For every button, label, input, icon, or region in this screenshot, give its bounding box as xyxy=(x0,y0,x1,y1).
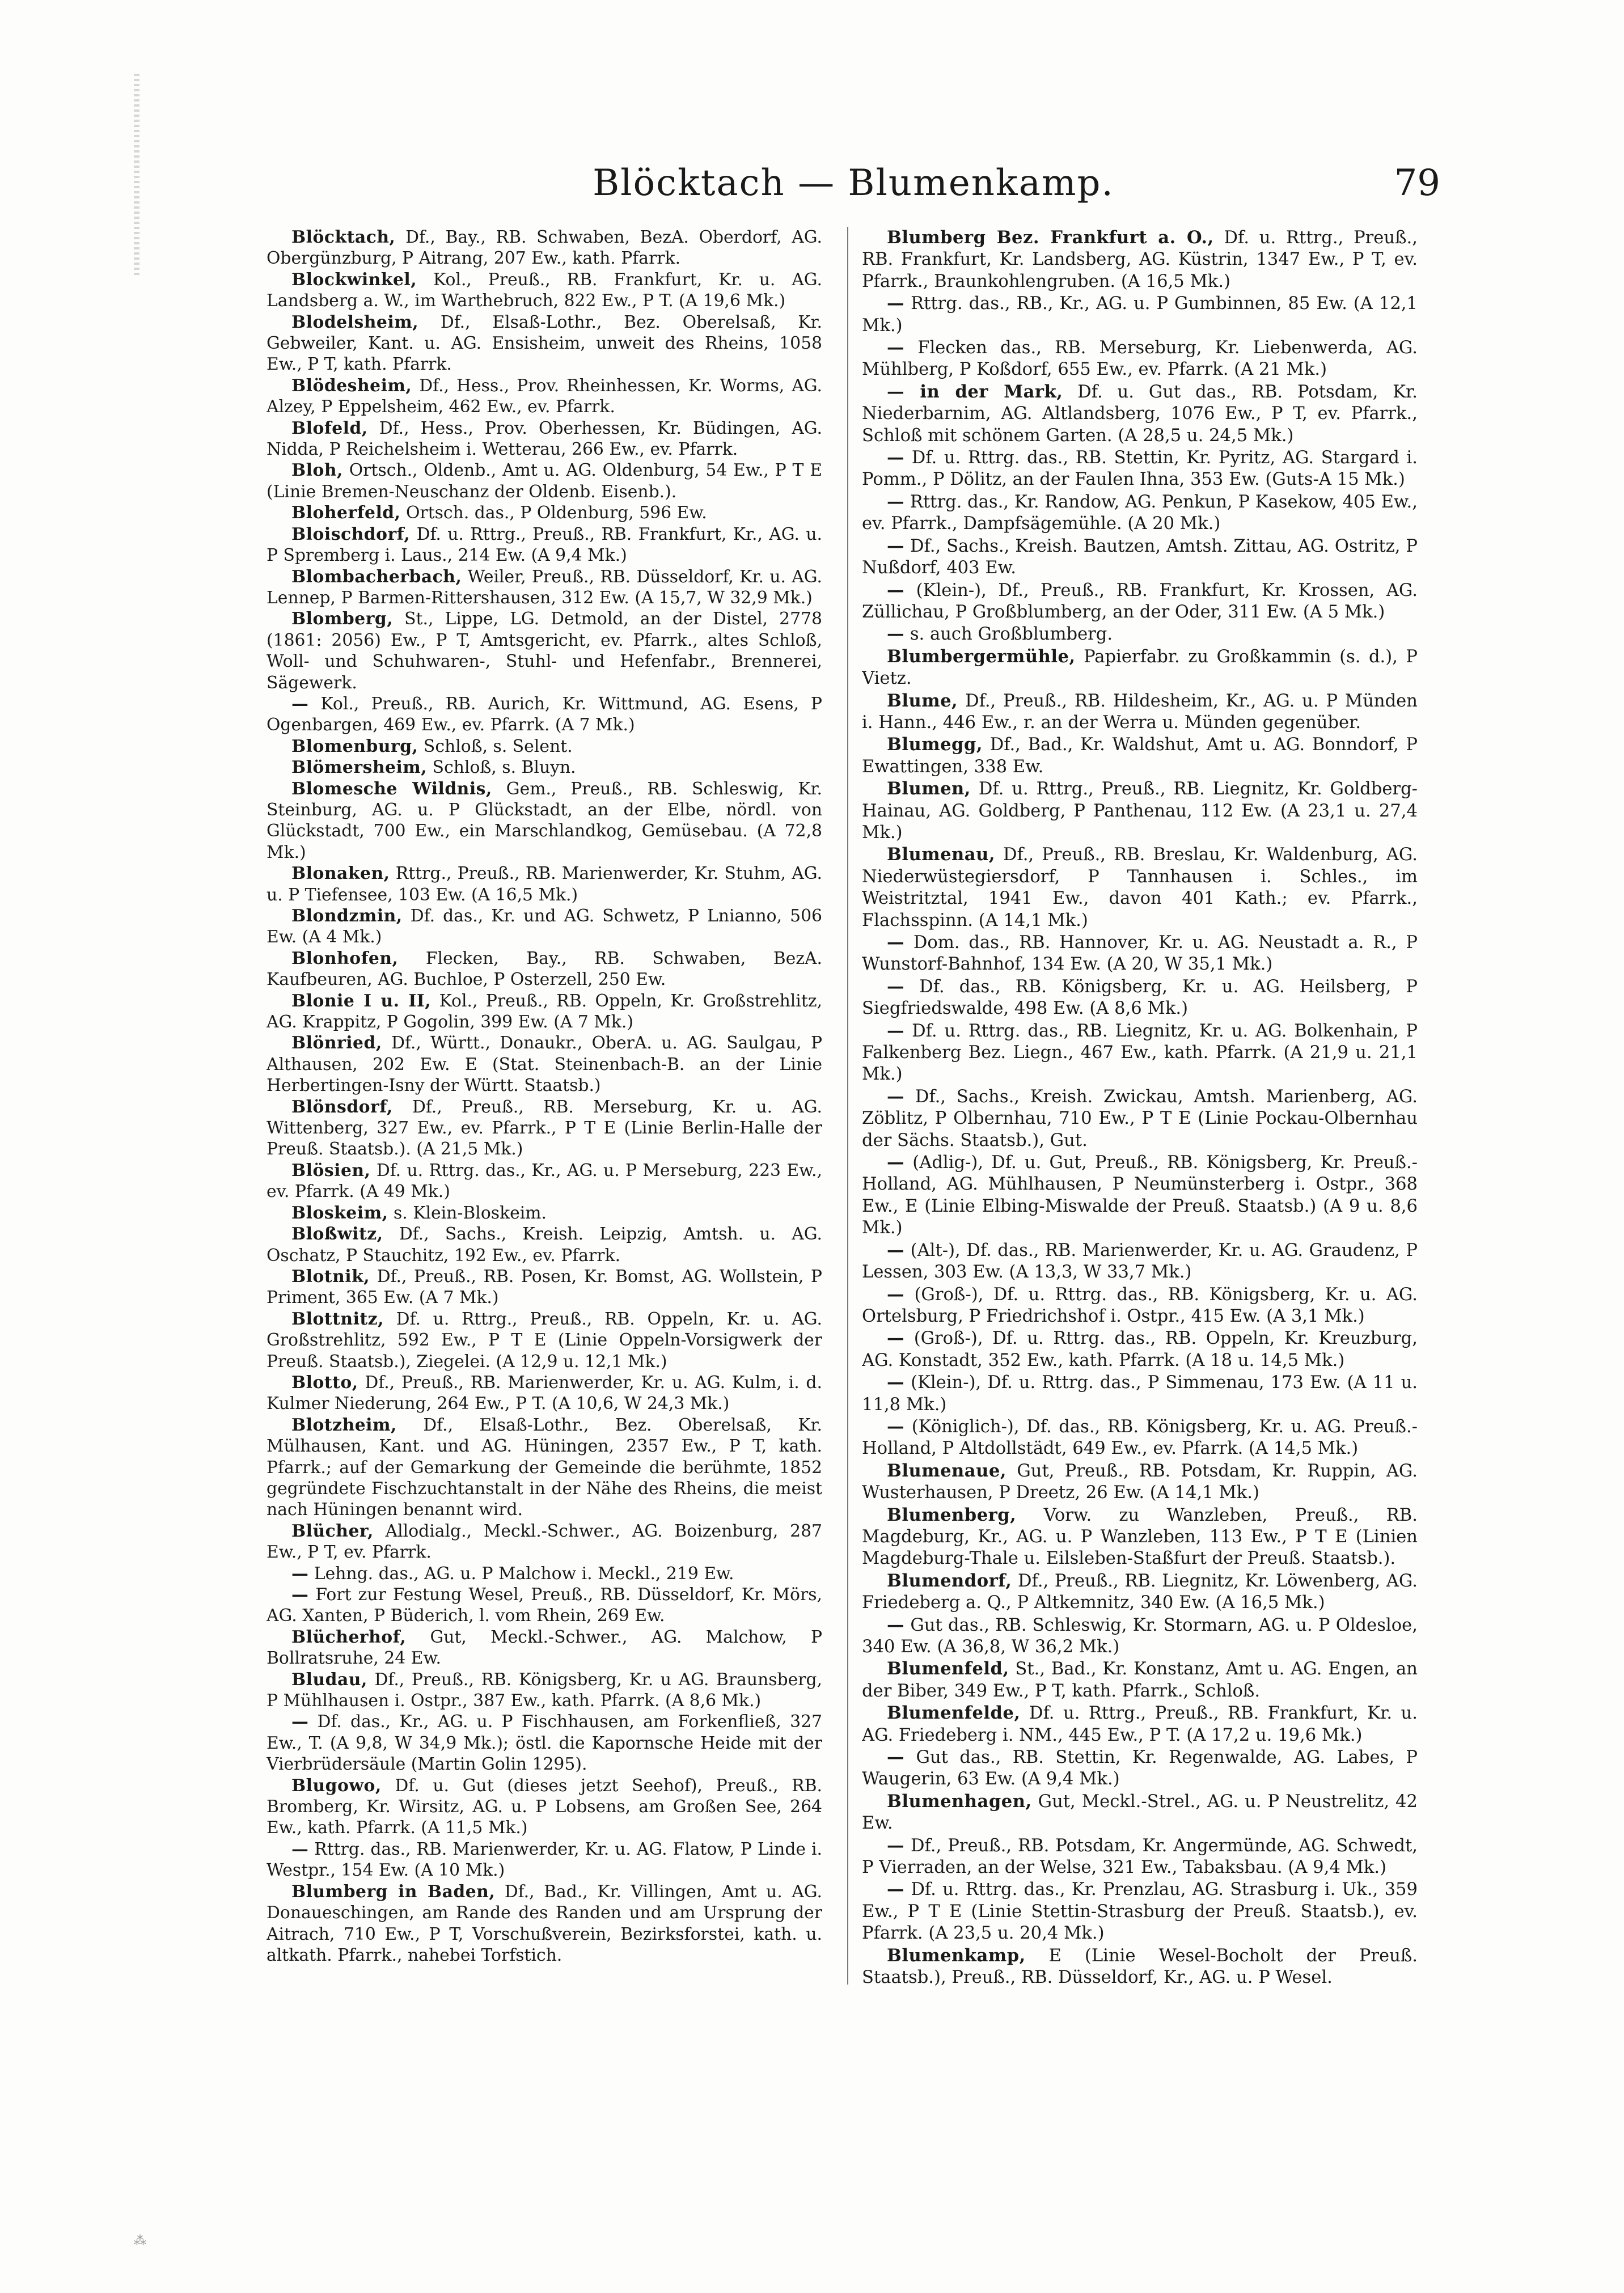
entry-text: Df., Preuß., RB. Merseburg, Kr. u. AG. Wittenberg, 327 Ew., ev. Pfarrk., P T E (Linie Berlin-Halle der Preuß. Staatsb.). (A 21,5 Mk.) xyxy=(267,1097,822,1160)
entry-text: Lehng. das., AG. u. P Malchow i. Meckl., 219 Ew. xyxy=(314,1563,734,1584)
gazetteer-entry xyxy=(862,381,1418,447)
entry-headword: Blömersheim, xyxy=(291,758,428,778)
gazetteer-entry xyxy=(267,608,822,693)
entry-headword: Blonaken, xyxy=(291,864,390,884)
entry-headword: Blockwinkel, xyxy=(291,269,417,290)
entry-text: Weiler, Preuß., RB. Düsseldorf, Kr. u. AG. Lennep, P Barmen-Rittershausen, 312 Ew. (A 15,7, W 32,9 Mk.) xyxy=(267,566,822,608)
entry-text: Df. u. Rttrg., Preuß., RB. Frankfurt, Kr. u. AG. Friedeberg i. NM., 445 Ew., P T. (A 17,2 u. 19,6 Mk.) xyxy=(862,1703,1418,1745)
gazetteer-entry xyxy=(862,1835,1418,1879)
entry-text: Df., Elsaß-Lothr., Bez. Oberelsaß, Kr. Mülhausen, Kant. und AG. Hüningen, 2357 Ew., P T, kath. Pfarrk.; auf der Gemarkung der Gemeinde die berühmte, 1852 gegründete Fischzuchtanstalt in der Nähe des Rheins, die meist nach Hüningen benannt wird. xyxy=(267,1415,822,1520)
page-header xyxy=(267,162,1440,217)
gazetteer-entry xyxy=(862,1416,1418,1460)
gazetteer-entry xyxy=(267,1224,822,1266)
entry-text: Fort zur Festung Wesel, Preuß., RB. Düsseldorf, Kr. Mörs, AG. Xanten, P Büderich, l. vom Rhein, 269 Ew. xyxy=(267,1585,822,1626)
entry-headword: Blumenkamp, xyxy=(887,1945,1026,1966)
entry-text: Df., Bay., RB. Schwaben, BezA. Oberdorf, AG. Obergünzburg, P Aitrang, 207 Ew., kath. Pfarrk. xyxy=(267,227,822,269)
gazetteer-entry xyxy=(862,778,1418,844)
gazetteer-entry xyxy=(267,1881,822,1966)
entry-text: (Groß-), Df. u. Rttrg. das., RB. Königsberg, Kr. u. AG. Ortelsburg, P Friedrichshof i. Ostpr., 415 Ew. (A 3,1 Mk.) xyxy=(862,1284,1418,1326)
entry-text: s. auch Großblumberg. xyxy=(910,624,1113,645)
gazetteer-entry xyxy=(862,1945,1418,1989)
entry-text: Df., Preuß., RB. Breslau, Kr. Waldenburg, AG. Niederwüstegiersdorf, P Tannhausen i. Schles., im Weistritztal, 1941 Ew., davon 401 Kath.; ev. Pfarrk., Flachsspinn. (A 14,1 Mk.) xyxy=(862,845,1418,930)
entry-headword: Blumenfeld, xyxy=(887,1659,1009,1679)
entry-headword: — xyxy=(887,535,905,556)
gazetteer-entry xyxy=(267,1160,822,1203)
gazetteer-entry xyxy=(267,524,822,566)
page-title: Blöcktach — Blumenkamp. xyxy=(593,162,1114,204)
entry-headword: — xyxy=(887,1835,905,1856)
gazetteer-entry xyxy=(862,734,1418,778)
entry-text: (Klein-), Df. u. Rttrg. das., P Simmenau, 173 Ew. (A 11 u. 11,8 Mk.) xyxy=(862,1373,1418,1415)
gazetteer-entry xyxy=(267,1775,822,1839)
entry-headword: — xyxy=(291,693,309,714)
entry-headword: Blumberg in Baden, xyxy=(291,1881,496,1902)
entry-text: Gut das., RB. Stettin, Kr. Regenwalde, AG. Labes, P Waugerin, 63 Ew. (A 9,4 Mk.) xyxy=(862,1748,1418,1789)
gazetteer-entry xyxy=(267,779,822,864)
gazetteer-entry xyxy=(267,1584,822,1627)
entry-headword: Bloischdorf, xyxy=(291,524,411,544)
gazetteer-entry xyxy=(267,757,822,778)
entry-text: Rttrg. das., RB., Kr., AG. u. P Gumbinnen, 85 Ew. (A 12,1 Mk.) xyxy=(862,294,1418,336)
entry-text: Rttrg., Preuß., RB. Marienwerder, Kr. Stuhm, AG. u. P Tiefensee, 103 Ew. (A 16,5 Mk.) xyxy=(267,864,822,905)
entry-text: Df., Preuß., RB. Hildesheim, Kr., AG. u. P Münden i. Hann., 446 Ew., r. an der Werra u. Münden gegenüber. xyxy=(862,691,1418,733)
gazetteer-entry xyxy=(267,863,822,906)
entry-headword: Blofeld, xyxy=(291,418,368,438)
gazetteer-entry xyxy=(267,906,822,948)
gazetteer-entry xyxy=(862,337,1418,381)
entry-text: Df., Bad., Kr. Waldshut, Amt u. AG. Bonndorf, P Ewattingen, 338 Ew. xyxy=(862,735,1418,777)
right-column xyxy=(862,227,1418,1996)
gazetteer-entry xyxy=(267,1372,822,1415)
entry-headword: — xyxy=(887,1020,905,1041)
gazetteer-entry xyxy=(267,1563,822,1584)
gazetteer-entry xyxy=(862,1658,1418,1702)
gazetteer-entry xyxy=(267,502,822,523)
entry-headword: Blönried, xyxy=(291,1033,382,1054)
entry-text: Df. u. Gut (dieses jetzt Seehof), Preuß., RB. Bromberg, Kr. Wirsitz, AG. u. P Lobsens, am Großen See, 264 Ew., kath. Pfarrk. (A 11,5 Mk.) xyxy=(267,1775,822,1838)
entry-headword: — xyxy=(291,1712,309,1732)
gazetteer-entry xyxy=(862,976,1418,1020)
entry-headword: — xyxy=(291,1563,309,1584)
entry-text: Df., Hess., Prov. Oberhessen, Kr. Büdingen, AG. Nidda, P Reichelsheim i. Wetterau, 266 Ew., ev. Pfarrk. xyxy=(267,418,822,460)
entry-headword: — in der Mark, xyxy=(887,381,1063,402)
entry-text: Kol., Preuß., RB. Aurich, Kr. Wittmund, AG. Esens, P Ogenbargen, 469 Ew., ev. Pfarrk. (A 7 Mk.) xyxy=(267,693,822,735)
entry-headword: Blödesheim, xyxy=(291,375,412,396)
gazetteer-entry xyxy=(862,623,1418,645)
entry-headword: — xyxy=(887,447,905,468)
entry-headword: Blöcktach, xyxy=(291,227,396,247)
entry-headword: Blumenhagen, xyxy=(887,1791,1032,1812)
gazetteer-entry xyxy=(267,1203,822,1224)
column-divider xyxy=(847,227,848,1985)
page-number: 79 xyxy=(1394,162,1440,204)
entry-text: Kol., Preuß., RB. Oppeln, Kr. Großstrehlitz, AG. Krappitz, P Gogolin, 399 Ew. (A 7 Mk.) xyxy=(267,991,822,1033)
entry-text: Df., Sachs., Kreish. Bautzen, Amtsh. Zittau, AG. Ostritz, P Nußdorf, 403 Ew. xyxy=(862,536,1418,578)
gazetteer-entry xyxy=(267,312,822,375)
entry-text: Df. das., Kr., AG. u. P Fischhausen, am Forkenfließ, 327 Ew., T. (A 9,8, W 34,9 Mk.); östl. die Kapornsche Heide mit der Vierbrüdersäule (Martin Golin 1295). xyxy=(267,1712,822,1775)
entry-headword: — xyxy=(887,491,905,512)
gazetteer-entry xyxy=(862,1020,1418,1086)
entry-text: Gem., Preuß., RB. Schleswig, Kr. Steinburg, AG. u. P Glückstadt, an der Elbe, nördl. von Glückstadt, 700 Ew., ein Marschlandkog, Gemüsebau. (A 72,8 Mk.) xyxy=(267,779,822,862)
gazetteer-entry xyxy=(862,1791,1418,1835)
entry-text: Gut das., RB. Schleswig, Kr. Stormarn, AG. u. P Oldesloe, 340 Ew. (A 36,8, W 36,2 Mk.) xyxy=(862,1615,1418,1657)
entry-text: Ortsch., Oldenb., Amt u. AG. Oldenburg, 54 Ew., P T E (Linie Bremen-Neuschanz der Oldenb. Eisenb.). xyxy=(267,460,822,502)
entry-headword: Bloherfeld, xyxy=(291,503,401,523)
entry-headword: Blumenaue, xyxy=(887,1460,1006,1481)
entry-text: Df., Württ., Donaukr., OberA. u. AG. Saulgau, P Althausen, 202 Ew. E (Stat. Steinenbach-B. an der Linie Herbertingen-Isny der Württ. Staatsb.) xyxy=(267,1033,822,1096)
entry-headword: Blodelsheim, xyxy=(291,312,419,332)
entry-headword: Blonie I u. II, xyxy=(291,991,432,1011)
entry-headword: Blomberg, xyxy=(291,609,394,629)
gazetteer-entry xyxy=(862,1504,1418,1570)
entry-text: Schloß, s. Selent. xyxy=(423,736,573,756)
entry-text: Df. u. Rttrg., Preuß., RB. Liegnitz, Kr. Goldberg-Hainau, AG. Goldberg, P Panthenau, 112 Ew. (A 23,1 u. 27,4 Mk.) xyxy=(862,779,1418,843)
entry-headword: — xyxy=(887,1416,905,1437)
entry-text: Df., Preuß., RB. Potsdam, Kr. Angermünde, AG. Schwedt, P Vierraden, an der Welse, 321 Ew., Tabaksbau. (A 9,4 Mk.) xyxy=(862,1835,1418,1878)
gazetteer-entry xyxy=(862,1570,1418,1614)
gazetteer-entry xyxy=(862,690,1418,734)
entry-headword: Blotnik, xyxy=(291,1266,370,1287)
entry-headword: — xyxy=(887,337,905,358)
entry-headword: Bloskeim, xyxy=(291,1203,388,1223)
entry-text: Allodialg., Meckl.-Schwer., AG. Boizenburg, 287 Ew., P T, ev. Pfarrk. xyxy=(267,1521,822,1563)
entry-text: Schloß, s. Bluyn. xyxy=(432,758,576,778)
entry-text: Vorw. zu Wanzleben, Preuß., RB. Magdeburg, Kr., AG. u. P Wanzleben, 113 Ew., P T E (Linien Magdeburg-Thale u. Eilsleben-Staßfurt der Preuß. Staatsb.). xyxy=(862,1505,1418,1569)
entry-text: Df., Hess., Prov. Rheinhessen, Kr. Worms, AG. Alzey, P Eppelsheim, 462 Ew., ev. Pfarrk. xyxy=(267,375,822,417)
entry-headword: Blottnitz, xyxy=(291,1309,384,1329)
entry-headword: Blönsdorf, xyxy=(291,1097,393,1117)
entry-headword: — xyxy=(291,1839,309,1859)
gazetteer-entry xyxy=(862,535,1418,579)
gazetteer-entry xyxy=(862,1327,1418,1372)
entry-text: Df., Elsaß-Lothr., Bez. Oberelsaß, Kr. Gebweiler, Kant. u. AG. Ensisheim, unweit des Rheins, 1058 Ew., P T, kath. Pfarrk. xyxy=(267,312,822,375)
gazetteer-entry xyxy=(862,447,1418,491)
entry-headword: — xyxy=(887,293,905,314)
entry-headword: Bloh, xyxy=(291,460,343,481)
gazetteer-entry xyxy=(267,375,822,418)
entry-headword: Blumenberg, xyxy=(887,1504,1017,1525)
entry-headword: Blombacherbach, xyxy=(291,566,462,587)
entry-headword: — xyxy=(291,1585,309,1605)
entry-headword: Blücherhof, xyxy=(291,1627,407,1647)
entry-headword: Blumendorf, xyxy=(887,1570,1012,1591)
gazetteer-entry xyxy=(862,1746,1418,1791)
gazetteer-entry xyxy=(267,736,822,757)
entry-headword: — xyxy=(887,1879,905,1900)
gazetteer-entry xyxy=(267,1266,822,1309)
gazetteer-entry xyxy=(267,418,822,460)
entry-text: Dom. das., RB. Hannover, Kr. u. AG. Neustadt a. R., P Wunstorf-Bahnhof, 134 Ew. (A 20, W 35,1 Mk.) xyxy=(862,933,1418,975)
entry-headword: — xyxy=(887,1328,905,1349)
entry-text: Df., Sachs., Kreish. Leipzig, Amtsh. u. AG. Oschatz, P Stauchitz, 192 Ew., ev. Pfarrk. xyxy=(267,1224,822,1266)
entry-headword: — xyxy=(887,932,905,953)
entry-headword: Blonhofen, xyxy=(291,948,399,968)
entry-text: (Alt-), Df. das., RB. Marienwerder, Kr. u. AG. Graudenz, P Lessen, 303 Ew. (A 13,3, W 33,7 Mk.) xyxy=(862,1240,1418,1283)
entry-headword: Blomesche Wildnis, xyxy=(291,779,492,799)
entry-text: Flecken, Bay., RB. Schwaben, BezA. Kaufbeuren, AG. Buchloe, P Osterzell, 250 Ew. xyxy=(267,948,822,990)
entry-headword: — xyxy=(887,1239,905,1260)
entry-text: Df. das., RB. Königsberg, Kr. u. AG. Heilsberg, P Siegfriedswalde, 498 Ew. (A 8,6 Mk.) xyxy=(862,976,1418,1019)
entry-headword: Blücher, xyxy=(291,1521,374,1541)
gazetteer-entry xyxy=(267,1309,822,1372)
entry-text: St., Lippe, LG. Detmold, an der Distel, 2778 (1861: 2056) Ew., P T, Amtsgericht, ev. Pfarrk., altes Schloß, Woll- und Schuhwaren-, Stuhl- und Hefenfabr., Brennerei, Sägewerk. xyxy=(267,609,822,693)
scan-corner-mark: ⁂ xyxy=(134,2234,146,2248)
entry-headword: Blösien, xyxy=(291,1160,371,1181)
gazetteer-entry xyxy=(267,948,822,991)
entry-headword: — xyxy=(887,1086,905,1107)
gazetteer-entry xyxy=(267,1415,822,1521)
entry-text: Df. u. Rttrg., Preuß., RB. Frankfurt, Kr., AG. u. P Spremberg i. Laus., 214 Ew. (A 9,4 Mk.) xyxy=(267,524,822,566)
entry-text: Df., Preuß., RB. Königsberg, Kr. u AG. Braunsberg, P Mühlhausen i. Ostpr., 387 Ew., kath. Pfarrk. (A 8,6 Mk.) xyxy=(267,1669,822,1711)
entry-headword: — xyxy=(887,1152,905,1173)
entry-headword: Blumberg Bez. Frankfurt a. O., xyxy=(887,227,1214,248)
gazetteer-entry xyxy=(267,1097,822,1160)
entry-text: Df. das., Kr. und AG. Schwetz, P Lnianno, 506 Ew. (A 4 Mk.) xyxy=(267,906,822,947)
entry-text: Df. u. Gut das., RB. Potsdam, Kr. Niederbarnim, AG. Altlandsberg, 1076 Ew., P T, ev. Pfarrk., Schloß mit schönem Garten. (A 28,5 u. 24,5 Mk.) xyxy=(862,382,1418,446)
entry-text: Df. u. Rttrg. das., RB. Liegnitz, Kr. u. AG. Bolkenhain, P Falkenberg Bez. Liegn., 467 Ew., kath. Pfarrk. (A 21,9 u. 21,1 Mk.) xyxy=(862,1021,1418,1085)
gazetteer-entry xyxy=(267,1627,822,1669)
gazetteer-entry xyxy=(862,579,1418,624)
entry-headword: — xyxy=(887,1747,905,1768)
left-column xyxy=(267,227,822,1996)
entry-text: Df., Preuß., RB. Marienwerder, Kr. u. AG. Kulm, i. d. Kulmer Niederung, 264 Ew., P T. (A 10,6, W 24,3 Mk.) xyxy=(267,1372,822,1414)
entry-headword: Blomenburg, xyxy=(291,736,418,756)
gazetteer-entry xyxy=(862,293,1418,337)
entry-text: (Königlich-), Df. das., RB. Königsberg, Kr. u. AG. Preuß.-Holland, P Altdollstädt, 649 Ew., ev. Pfarrk. (A 14,5 Mk.) xyxy=(862,1416,1418,1459)
entry-text: Gut, Preuß., RB. Potsdam, Kr. Ruppin, AG. Wusterhausen, P Dreetz, 26 Ew. (A 14,1 Mk.) xyxy=(862,1461,1418,1503)
gazetteer-entry xyxy=(267,1669,822,1712)
entry-headword: Blotzheim, xyxy=(291,1415,397,1435)
gazetteer-entry xyxy=(862,1086,1418,1152)
gazetteer-entry xyxy=(862,1152,1418,1239)
gazetteer-entry xyxy=(267,1839,822,1881)
gazetteer-entry xyxy=(267,460,822,502)
entry-headword: Blumen, xyxy=(887,779,971,799)
entry-headword: — xyxy=(887,579,905,600)
entry-text: Gut, Meckl.-Schwer., AG. Malchow, P Bollratsruhe, 24 Ew. xyxy=(267,1627,822,1669)
entry-headword: — xyxy=(887,1614,905,1635)
entry-text: Df. u. Rttrg., Preuß., RB. Frankfurt, Kr. Landsberg, AG. Küstrin, 1347 Ew., P T, ev. Pfarrk., Braunkohlengruben. (A 16,5 Mk.) xyxy=(862,228,1418,291)
entry-headword: Blotto, xyxy=(291,1372,358,1393)
gazetteer-entry xyxy=(862,1879,1418,1944)
entry-headword: Bloßwitz, xyxy=(291,1224,383,1245)
entry-text: Rttrg. das., RB. Marienwerder, Kr. u. AG. Flatow, P Linde i. Westpr., 154 Ew. (A 10 Mk.) xyxy=(267,1839,822,1881)
entry-headword: Bludau, xyxy=(291,1669,367,1690)
entry-headword: Blondzmin, xyxy=(291,906,403,926)
entry-headword: Blumenau, xyxy=(887,844,996,865)
entry-headword: Blume, xyxy=(887,690,958,711)
entry-text: Ortsch. das., P Oldenburg, 596 Ew. xyxy=(406,503,707,523)
entry-text: Df., Sachs., Kreish. Zwickau, Amtsh. Marienberg, AG. Zöblitz, P Olbernhau, 710 Ew., P T E (Linie Pockau-Olbernhau der Sächs. Staatsb.), Gut. xyxy=(862,1086,1418,1150)
entry-text: (Groß-), Df. u. Rttrg. das., RB. Oppeln, Kr. Kreuzburg, AG. Konstadt, 352 Ew., kath. Pfarrk. (A 18 u. 14,5 Mk.) xyxy=(862,1329,1418,1370)
entry-text: (Adlig-), Df. u. Gut, Preuß., RB. Königsberg, Kr. Preuß.-Holland, AG. Mühlhausen, P Neumünsterberg i. Ostpr., 368 Ew., E (Linie Elbing-Miswalde der Preuß. Staatsb.) (A 9 u. 8,6 Mk.) xyxy=(862,1153,1418,1238)
scan-edge-artifact xyxy=(134,74,139,278)
gazetteer-entry xyxy=(862,932,1418,976)
gazetteer-entry xyxy=(267,227,822,269)
entry-headword: Blumenfelde, xyxy=(887,1703,1021,1724)
gazetteer-entry xyxy=(862,1284,1418,1328)
gazetteer-entry xyxy=(862,1702,1418,1746)
gazetteer-entry xyxy=(267,566,822,609)
gazetteer-entry xyxy=(862,491,1418,535)
gazetteer-entry xyxy=(267,269,822,312)
entry-text: Df., Preuß., RB. Posen, Kr. Bomst, AG. Wollstein, P Priment, 365 Ew. (A 7 Mk.) xyxy=(267,1266,822,1308)
gazetteer-entry xyxy=(267,991,822,1033)
gazetteer-entry xyxy=(267,1521,822,1563)
entry-headword: — xyxy=(887,624,905,645)
gazetteer-entry xyxy=(862,1614,1418,1659)
entry-text: s. Klein-Bloskeim. xyxy=(393,1203,547,1223)
entry-text: Df. u. Rttrg. das., Kr. Prenzlau, AG. Strasburg i. Uk., 359 Ew., P T E (Linie Stettin-Strasburg der Preuß. Staatsb.), ev. Pfarrk. (A 23,5 u. 20,4 Mk.) xyxy=(862,1880,1418,1944)
entry-headword: Blumegg, xyxy=(887,734,983,755)
entry-text: Df. u. Rttrg. das., Kr., AG. u. P Merseburg, 223 Ew., ev. Pfarrk. (A 49 Mk.) xyxy=(267,1160,822,1202)
entry-text: Papierfabr. zu Großkammin (s. d.), P Vietz. xyxy=(862,646,1418,689)
entry-text: Flecken das., RB. Merseburg, Kr. Liebenwerda, AG. Mühlberg, P Koßdorf, 655 Ew., ev. Pfarrk. (A 21 Mk.) xyxy=(862,338,1418,380)
gazetteer-entry xyxy=(862,844,1418,932)
entry-text: Rttrg. das., Kr. Randow, AG. Penkun, P Kasekow, 405 Ew., ev. Pfarrk., Dampfsägemühle. (A 20 Mk.) xyxy=(862,492,1418,534)
entry-text: Kol., Preuß., RB. Frankfurt, Kr. u. AG. Landsberg a. W., im Warthebruch, 822 Ew., P T. (A 19,6 Mk.) xyxy=(267,269,822,311)
entry-headword: — xyxy=(887,976,905,997)
entry-text: Df., Preuß., RB. Liegnitz, Kr. Löwenberg, AG. Friedeberg a. Q., P Altkemnitz, 340 Ew. (A 16,5 Mk.) xyxy=(862,1571,1418,1613)
entry-text: Df. u. Rttrg., Preuß., RB. Oppeln, Kr. u. AG. Großstrehlitz, 592 Ew., P T E (Linie Oppeln-Vorsigwerk der Preuß. Staatsb.), Ziegelei. (A 12,9 u. 12,1 Mk.) xyxy=(267,1309,822,1372)
entry-headword: Blugowo, xyxy=(291,1775,382,1796)
gazetteer-entry xyxy=(862,1239,1418,1284)
gazetteer-entry xyxy=(862,646,1418,690)
entry-text: Gut, Meckl.-Strel., AG. u. P Neustrelitz, 42 Ew. xyxy=(862,1791,1418,1834)
gazetteer-entry xyxy=(862,1372,1418,1416)
entry-text: Df., Bad., Kr. Villingen, Amt u. AG. Donaueschingen, am Rande des Randen und am Ursprung der Aitrach, 710 Ew., P T, Vorschußverein, Bezirksforstei, kath. u. altkath. Pfarrk., nahebei Torfstich. xyxy=(267,1881,822,1965)
entry-headword: — xyxy=(887,1372,905,1393)
entry-headword: Blumbergermühle, xyxy=(887,646,1076,667)
gazetteer-entry xyxy=(267,693,822,736)
entry-text: Df. u. Rttrg. das., RB. Stettin, Kr. Pyritz, AG. Stargard i. Pomm., P Dölitz, an der Faulen Ihna, 353 Ew. (Guts-A 15 Mk.) xyxy=(862,448,1418,490)
entry-text: E (Linie Wesel-Bocholt der Preuß. Staatsb.), Preuß., RB. Düsseldorf, Kr., AG. u. P Wesel. xyxy=(862,1945,1418,1988)
entry-text: St., Bad., Kr. Konstanz, Amt u. AG. Engen, an der Biber, 349 Ew., P T, kath. Pfarrk., Schloß. xyxy=(862,1659,1418,1701)
gazetteer-entry xyxy=(267,1711,822,1775)
entry-headword: — xyxy=(887,1284,905,1305)
gazetteer-entry xyxy=(267,1033,822,1096)
gazetteer-entry xyxy=(862,227,1418,293)
entry-text: (Klein-), Df., Preuß., RB. Frankfurt, Kr. Krossen, AG. Züllichau, P Großblumberg, an der Oder, 311 Ew. (A 5 Mk.) xyxy=(862,580,1418,622)
gazetteer-entry xyxy=(862,1460,1418,1504)
